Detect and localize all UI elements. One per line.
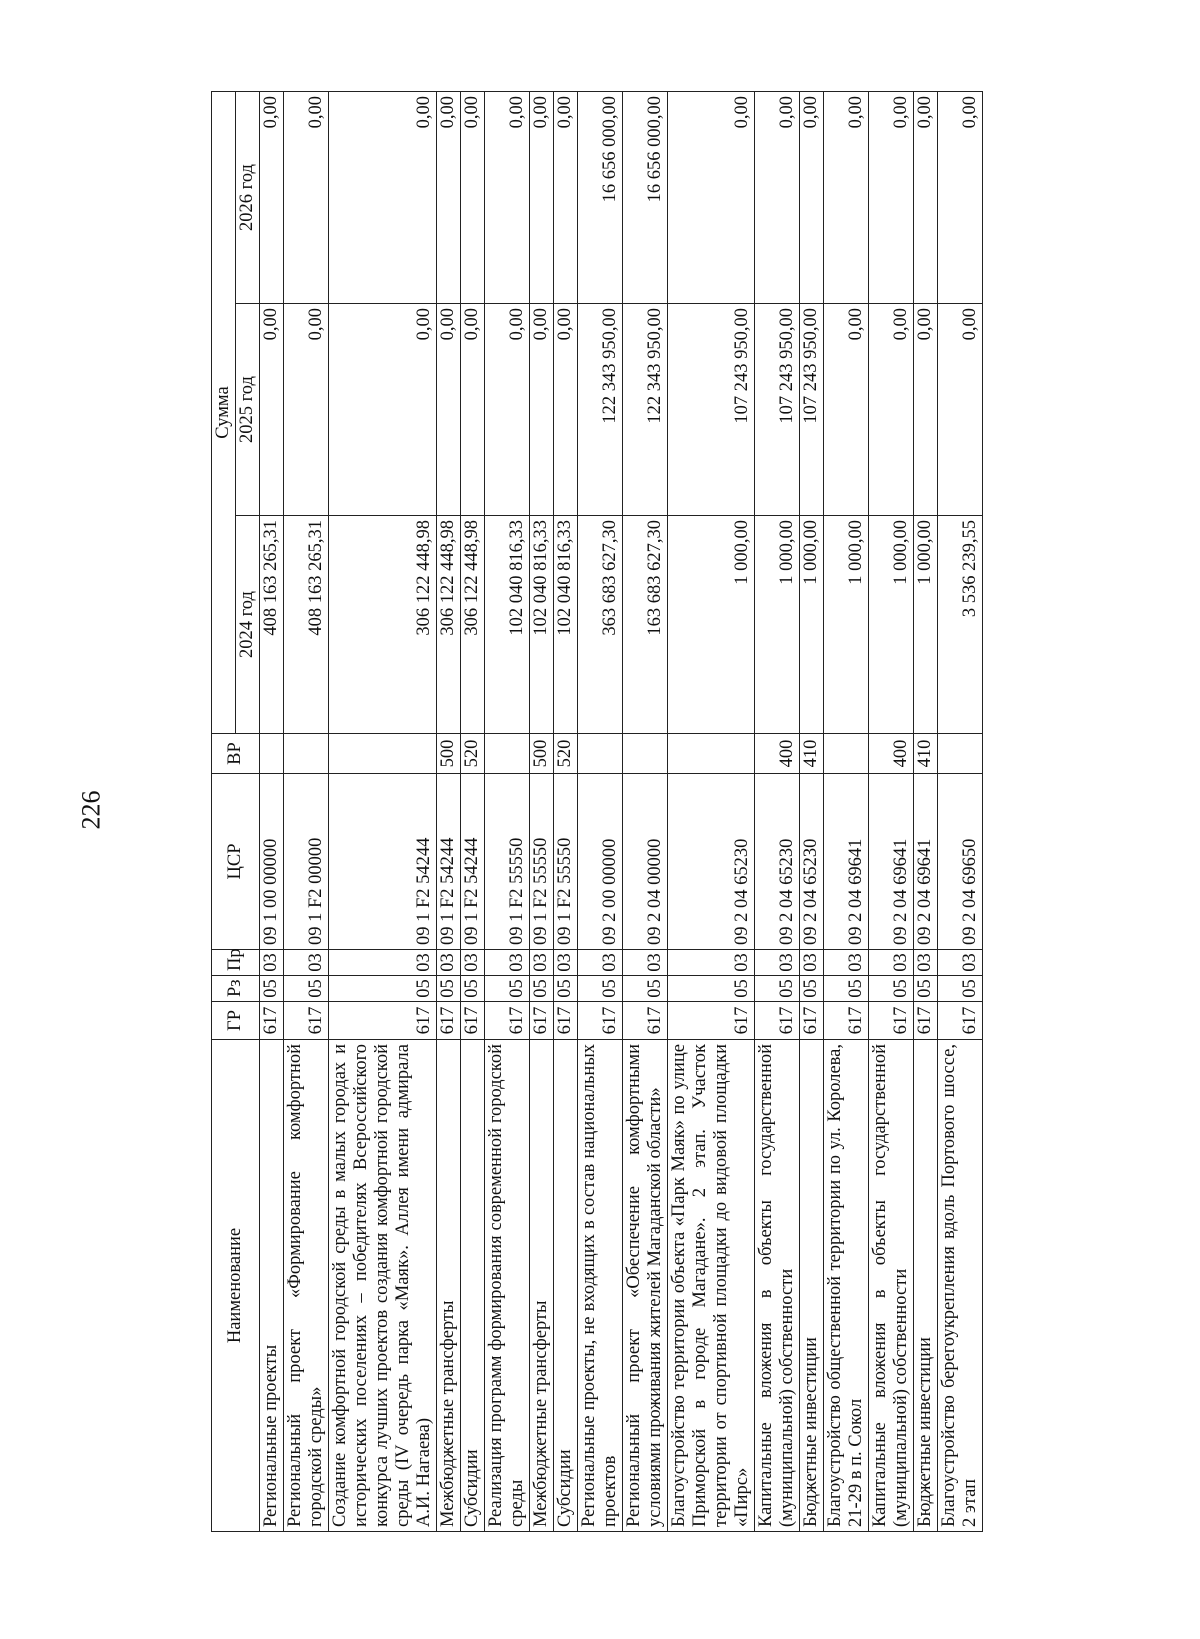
cell-gr: 617 bbox=[914, 1002, 938, 1040]
cell-y2024: 306 122 448,98 bbox=[437, 516, 461, 734]
cell-y2024: 1 000,00 bbox=[800, 516, 824, 734]
header-2025: 2025 год bbox=[236, 304, 260, 516]
cell-y2025: 0,00 bbox=[461, 304, 485, 516]
cell-vr bbox=[578, 734, 623, 774]
cell-vr: 410 bbox=[914, 734, 938, 774]
cell-vr: 500 bbox=[530, 734, 554, 774]
cell-pr: 03 bbox=[437, 950, 461, 976]
cell-csr: 09 1 F2 00000 bbox=[284, 774, 329, 950]
cell-y2026: 0,00 bbox=[284, 91, 329, 303]
cell-gr: 617 bbox=[437, 1002, 461, 1040]
cell-y2024: 1 000,00 bbox=[914, 516, 938, 734]
header-vr: ВР bbox=[212, 734, 260, 774]
cell-gr: 617 bbox=[461, 1002, 485, 1040]
cell-vr: 410 bbox=[800, 734, 824, 774]
cell-y2024: 306 122 448,98 bbox=[461, 516, 485, 734]
cell-rz: 05 bbox=[554, 976, 578, 1002]
cell-pr: 03 bbox=[938, 950, 983, 976]
cell-gr: 617 bbox=[668, 1002, 755, 1040]
cell-y2025: 122 343 950,00 bbox=[623, 304, 668, 516]
cell-gr: 617 bbox=[284, 1002, 329, 1040]
cell-vr: 520 bbox=[461, 734, 485, 774]
cell-rz: 05 bbox=[437, 976, 461, 1002]
cell-y2026: 0,00 bbox=[329, 91, 437, 303]
cell-vr bbox=[329, 734, 437, 774]
cell-pr: 03 bbox=[824, 950, 869, 976]
cell-rz: 05 bbox=[284, 976, 329, 1002]
cell-name: Реализация программ формирования современной городской среды bbox=[485, 1040, 530, 1532]
cell-y2024: 1 000,00 bbox=[869, 516, 914, 734]
cell-gr: 617 bbox=[869, 1002, 914, 1040]
cell-y2025: 0,00 bbox=[554, 304, 578, 516]
cell-rz: 05 bbox=[800, 976, 824, 1002]
cell-pr: 03 bbox=[530, 950, 554, 976]
cell-gr: 617 bbox=[485, 1002, 530, 1040]
table-row bbox=[800, 91, 824, 1531]
cell-rz: 05 bbox=[260, 976, 284, 1002]
cell-csr: 09 1 F2 54244 bbox=[437, 774, 461, 950]
cell-y2026: 0,00 bbox=[755, 91, 800, 303]
header-sum: Сумма bbox=[212, 91, 236, 733]
cell-y2024: 408 163 265,31 bbox=[284, 516, 329, 734]
cell-csr: 09 2 04 65230 bbox=[668, 774, 755, 950]
cell-vr bbox=[485, 734, 530, 774]
cell-pr: 03 bbox=[668, 950, 755, 976]
cell-y2025: 0,00 bbox=[329, 304, 437, 516]
cell-vr bbox=[623, 734, 668, 774]
cell-y2026: 0,00 bbox=[668, 91, 755, 303]
cell-y2025: 0,00 bbox=[938, 304, 983, 516]
cell-y2024: 102 040 816,33 bbox=[485, 516, 530, 734]
cell-rz: 05 bbox=[914, 976, 938, 1002]
cell-name: Региональные проекты, не входящих в состав национальных проектов bbox=[578, 1040, 623, 1532]
cell-rz: 05 bbox=[485, 976, 530, 1002]
cell-pr: 03 bbox=[755, 950, 800, 976]
cell-vr: 400 bbox=[755, 734, 800, 774]
cell-csr: 09 1 F2 55550 bbox=[485, 774, 530, 950]
cell-y2024: 306 122 448,98 bbox=[329, 516, 437, 734]
cell-rz: 05 bbox=[938, 976, 983, 1002]
cell-rz: 05 bbox=[668, 976, 755, 1002]
cell-gr: 617 bbox=[938, 1002, 983, 1040]
cell-name: Благоустройство берегоукрепления вдоль Портового шоссе, 2 этап bbox=[938, 1040, 983, 1532]
cell-name: Региональный проект «Формирование комфортной городской среды» bbox=[284, 1040, 329, 1532]
cell-y2025: 0,00 bbox=[914, 304, 938, 516]
cell-pr: 03 bbox=[914, 950, 938, 976]
cell-pr: 03 bbox=[329, 950, 437, 976]
cell-y2025: 0,00 bbox=[530, 304, 554, 516]
table-row bbox=[437, 91, 461, 1531]
cell-y2026: 0,00 bbox=[485, 91, 530, 303]
cell-vr bbox=[824, 734, 869, 774]
cell-csr: 09 2 04 65230 bbox=[800, 774, 824, 950]
cell-gr: 617 bbox=[530, 1002, 554, 1040]
cell-y2024: 408 163 265,31 bbox=[260, 516, 284, 734]
cell-rz: 05 bbox=[869, 976, 914, 1002]
cell-vr bbox=[260, 734, 284, 774]
cell-gr: 617 bbox=[800, 1002, 824, 1040]
cell-name: Региональные проекты bbox=[260, 1040, 284, 1532]
table-row bbox=[668, 91, 755, 1531]
cell-vr bbox=[284, 734, 329, 774]
rotated-page bbox=[211, 92, 1099, 1532]
header-pr: Пр bbox=[212, 950, 260, 976]
cell-vr: 520 bbox=[554, 734, 578, 774]
cell-y2024: 102 040 816,33 bbox=[530, 516, 554, 734]
header-gr: ГР bbox=[212, 1002, 260, 1040]
table-row bbox=[938, 91, 983, 1531]
table-row bbox=[869, 91, 914, 1531]
cell-csr: 09 1 00 00000 bbox=[260, 774, 284, 950]
table-row bbox=[623, 91, 668, 1531]
table-row bbox=[284, 91, 329, 1531]
cell-rz: 05 bbox=[755, 976, 800, 1002]
cell-gr: 617 bbox=[260, 1002, 284, 1040]
cell-csr: 09 2 04 69641 bbox=[869, 774, 914, 950]
table-row bbox=[530, 91, 554, 1531]
cell-name: Региональный проект «Обеспечение комфортными условиями проживания жителей Магаданской области» bbox=[623, 1040, 668, 1532]
table-row bbox=[554, 91, 578, 1531]
cell-pr: 03 bbox=[578, 950, 623, 976]
cell-vr: 400 bbox=[869, 734, 914, 774]
table-row bbox=[461, 91, 485, 1531]
cell-pr: 03 bbox=[554, 950, 578, 976]
cell-y2026: 16 656 000,00 bbox=[578, 91, 623, 303]
table-body bbox=[260, 91, 983, 1531]
cell-gr: 617 bbox=[329, 1002, 437, 1040]
cell-pr: 03 bbox=[461, 950, 485, 976]
cell-csr: 09 1 F2 55550 bbox=[554, 774, 578, 950]
cell-y2025: 107 243 950,00 bbox=[668, 304, 755, 516]
cell-y2024: 1 000,00 bbox=[668, 516, 755, 734]
cell-rz: 05 bbox=[623, 976, 668, 1002]
cell-y2024: 102 040 816,33 bbox=[554, 516, 578, 734]
cell-csr: 09 2 04 69650 bbox=[938, 774, 983, 950]
cell-gr: 617 bbox=[755, 1002, 800, 1040]
table-row bbox=[914, 91, 938, 1531]
cell-gr: 617 bbox=[824, 1002, 869, 1040]
cell-y2026: 0,00 bbox=[800, 91, 824, 303]
table-row bbox=[755, 91, 800, 1531]
cell-y2025: 0,00 bbox=[869, 304, 914, 516]
cell-csr: 09 2 04 65230 bbox=[755, 774, 800, 950]
cell-y2026: 0,00 bbox=[461, 91, 485, 303]
cell-name: Бюджетные инвестиции bbox=[914, 1040, 938, 1532]
cell-y2025: 0,00 bbox=[437, 304, 461, 516]
cell-y2025: 107 243 950,00 bbox=[755, 304, 800, 516]
cell-rz: 05 bbox=[824, 976, 869, 1002]
cell-csr: 09 1 F2 55550 bbox=[530, 774, 554, 950]
cell-y2024: 1 000,00 bbox=[755, 516, 800, 734]
table-header bbox=[212, 91, 260, 1531]
cell-csr: 09 1 F2 54244 bbox=[329, 774, 437, 950]
cell-gr: 617 bbox=[578, 1002, 623, 1040]
cell-name: Субсидии bbox=[461, 1040, 485, 1532]
cell-y2025: 0,00 bbox=[485, 304, 530, 516]
cell-name: Субсидии bbox=[554, 1040, 578, 1532]
table-row bbox=[485, 91, 530, 1531]
cell-y2026: 0,00 bbox=[260, 91, 284, 303]
cell-y2026: 0,00 bbox=[869, 91, 914, 303]
cell-pr: 03 bbox=[284, 950, 329, 976]
cell-y2026: 0,00 bbox=[914, 91, 938, 303]
cell-csr: 09 2 04 00000 bbox=[623, 774, 668, 950]
cell-vr: 500 bbox=[437, 734, 461, 774]
cell-gr: 617 bbox=[623, 1002, 668, 1040]
cell-pr: 03 bbox=[800, 950, 824, 976]
cell-y2026: 16 656 000,00 bbox=[623, 91, 668, 303]
cell-pr: 03 bbox=[623, 950, 668, 976]
cell-name: Бюджетные инвестиции bbox=[800, 1040, 824, 1532]
cell-y2025: 0,00 bbox=[260, 304, 284, 516]
cell-vr bbox=[668, 734, 755, 774]
cell-pr: 03 bbox=[260, 950, 284, 976]
cell-y2025: 0,00 bbox=[284, 304, 329, 516]
cell-y2026: 0,00 bbox=[824, 91, 869, 303]
cell-csr: 09 1 F2 54244 bbox=[461, 774, 485, 950]
cell-y2024: 163 683 627,30 bbox=[623, 516, 668, 734]
cell-y2026: 0,00 bbox=[938, 91, 983, 303]
page-number: 226 bbox=[76, 790, 106, 830]
cell-y2026: 0,00 bbox=[530, 91, 554, 303]
cell-name: Благоустройство общественной территории по ул. Королева, 21-29 в п. Сокол bbox=[824, 1040, 869, 1532]
cell-gr: 617 bbox=[554, 1002, 578, 1040]
cell-y2026: 0,00 bbox=[437, 91, 461, 303]
cell-csr: 09 2 04 69641 bbox=[914, 774, 938, 950]
cell-y2025: 0,00 bbox=[824, 304, 869, 516]
budget-table bbox=[211, 91, 983, 1532]
header-2026: 2026 год bbox=[236, 91, 260, 303]
header-name: Наименование bbox=[212, 1040, 260, 1532]
cell-y2024: 363 683 627,30 bbox=[578, 516, 623, 734]
cell-y2024: 1 000,00 bbox=[824, 516, 869, 734]
cell-y2025: 107 243 950,00 bbox=[800, 304, 824, 516]
table-row bbox=[824, 91, 869, 1531]
header-2024: 2024 год bbox=[236, 516, 260, 734]
cell-name: Межбюджетные трансферты bbox=[530, 1040, 554, 1532]
table-row bbox=[578, 91, 623, 1531]
cell-rz: 05 bbox=[530, 976, 554, 1002]
table-row bbox=[260, 91, 284, 1531]
header-rz: Рз bbox=[212, 976, 260, 1002]
cell-y2026: 0,00 bbox=[554, 91, 578, 303]
cell-pr: 03 bbox=[869, 950, 914, 976]
cell-y2024: 3 536 239,55 bbox=[938, 516, 983, 734]
cell-rz: 05 bbox=[578, 976, 623, 1002]
cell-csr: 09 2 00 00000 bbox=[578, 774, 623, 950]
cell-vr bbox=[938, 734, 983, 774]
cell-name: Капитальные вложения в объекты государственной (муниципальной) собственности bbox=[755, 1040, 800, 1532]
cell-rz: 05 bbox=[461, 976, 485, 1002]
cell-csr: 09 2 04 69641 bbox=[824, 774, 869, 950]
header-csr: ЦСР bbox=[212, 774, 260, 950]
cell-name: Межбюджетные трансферты bbox=[437, 1040, 461, 1532]
table-row bbox=[329, 91, 437, 1531]
cell-rz: 05 bbox=[329, 976, 437, 1002]
cell-name: Создание комфортной городской среды в малых городах и исторических поселениях – победителях Всероссийского конкурса лучших проектов создания комфортной городской среды (IV очередь парка «Маяк». Аллея имени адмирала А.И. Нагаева) bbox=[329, 1040, 437, 1532]
cell-y2025: 122 343 950,00 bbox=[578, 304, 623, 516]
cell-name: Благоустройство территории объекта «Парк Маяк» по улице Приморской в городе Магадане». 2 этап. Участок территории от спортивной площадки до видовой площадки «Пирс» bbox=[668, 1040, 755, 1532]
cell-name: Капитальные вложения в объекты государственной (муниципальной) собственности bbox=[869, 1040, 914, 1532]
cell-pr: 03 bbox=[485, 950, 530, 976]
